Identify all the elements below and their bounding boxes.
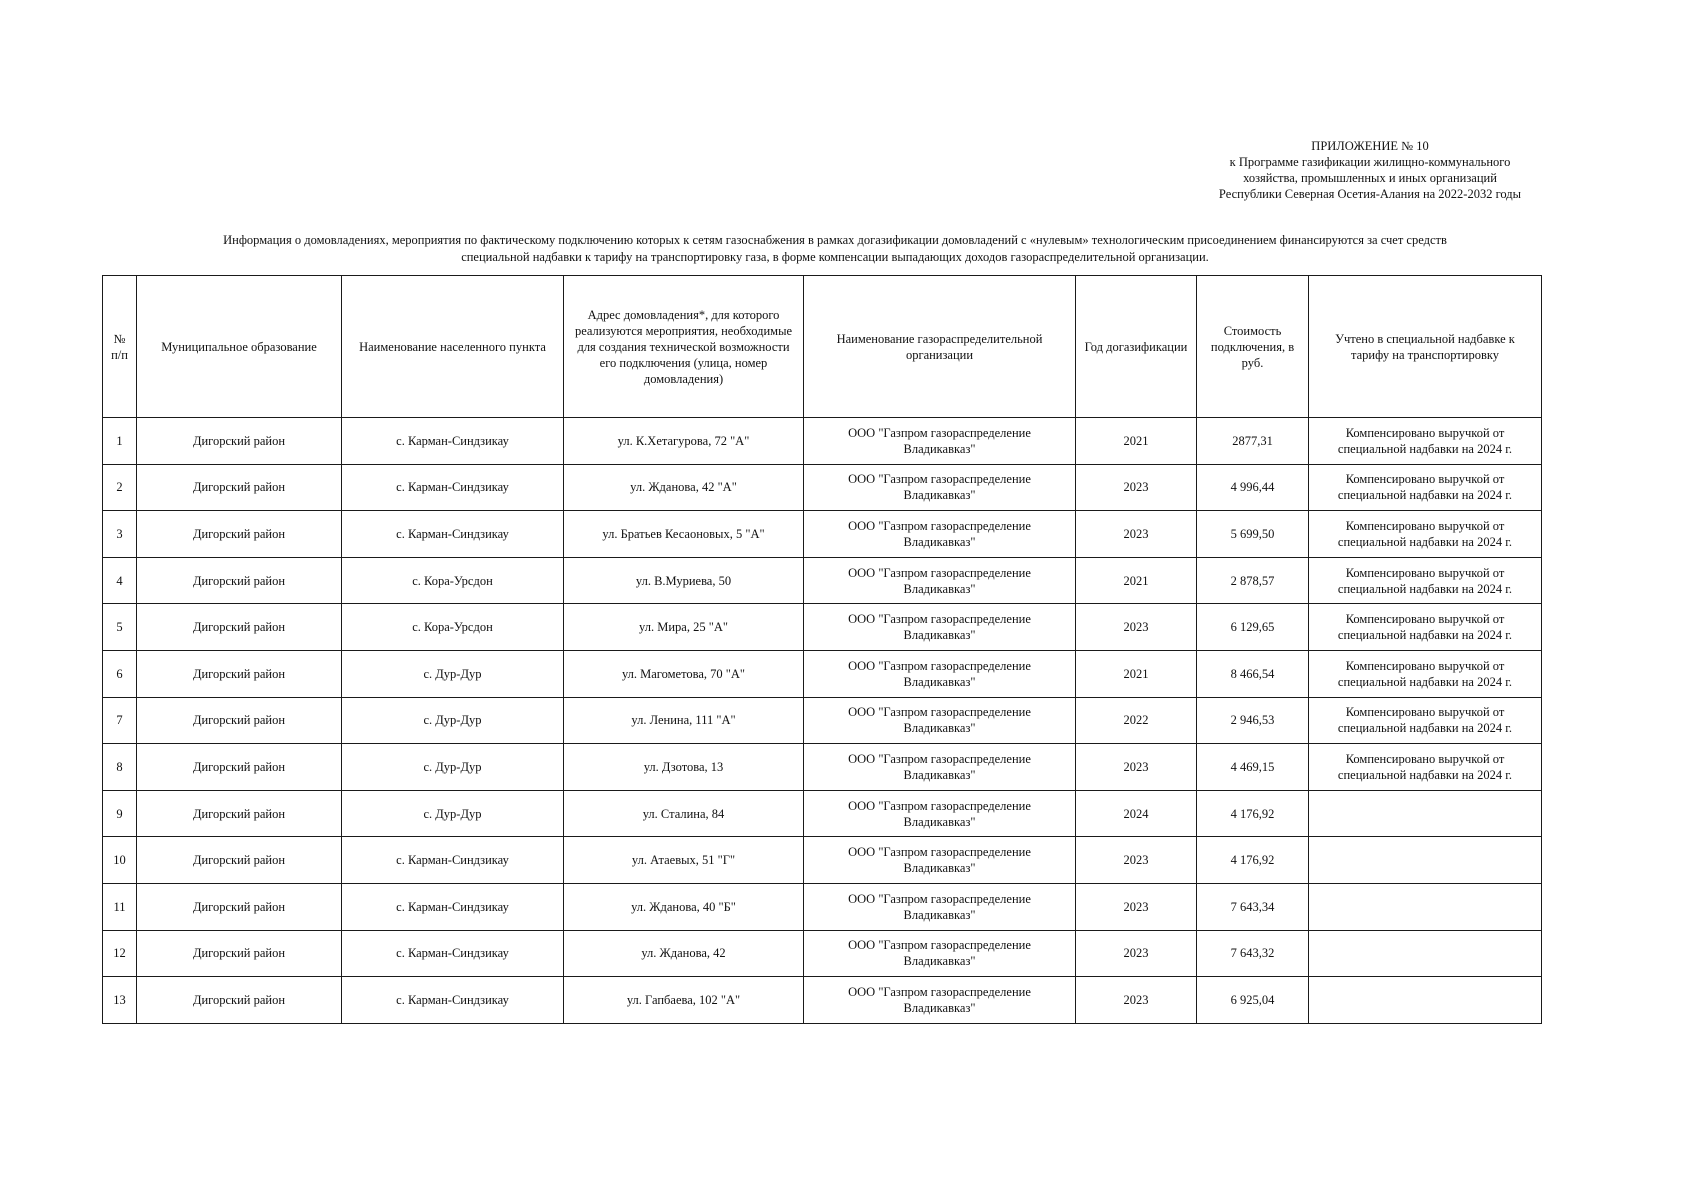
year-cell: 2023 <box>1076 511 1197 558</box>
settlement-cell: с. Дур-Дур <box>342 744 564 791</box>
organization-cell-line: ООО "Газпром газораспределение <box>848 984 1031 999</box>
table-row <box>103 744 1542 791</box>
organization-cell-line: Владикавказ" <box>903 907 976 922</box>
header-number: № п/п <box>103 276 137 418</box>
organization-cell-line: ООО "Газпром газораспределение <box>848 425 1031 440</box>
note-cell <box>1309 837 1542 884</box>
note-cell-line: Компенсировано выручкой от <box>1345 565 1505 580</box>
organization-cell <box>804 604 1076 651</box>
table-row <box>103 837 1542 884</box>
settlement-cell: с. Дур-Дур <box>342 650 564 697</box>
organization-cell-line: ООО "Газпром газораспределение <box>848 891 1031 906</box>
appendix-header <box>1160 138 1580 202</box>
document-title <box>120 232 1550 266</box>
municipality-cell: Дигорский район <box>137 418 342 465</box>
organization-cell <box>804 650 1076 697</box>
header-year: Год догазификации <box>1076 276 1197 418</box>
organization-cell-line: ООО "Газпром газораспределение <box>848 565 1031 580</box>
note-cell <box>1309 418 1542 465</box>
year-cell: 2024 <box>1076 790 1197 837</box>
note-cell-line: Компенсировано выручкой от <box>1345 751 1505 766</box>
appendix-line: Республики Северная Осетия-Алания на 2022-2032 годы <box>1218 187 1522 201</box>
address-cell: ул. К.Хетагурова, 72 "А" <box>564 418 804 465</box>
cost-cell: 5 699,50 <box>1197 511 1309 558</box>
organization-cell <box>804 697 1076 744</box>
year-cell: 2023 <box>1076 977 1197 1024</box>
cost-cell: 2 946,53 <box>1197 697 1309 744</box>
municipality-cell: Дигорский район <box>137 790 342 837</box>
note-cell <box>1309 650 1542 697</box>
note-cell <box>1309 930 1542 977</box>
row-number: 4 <box>103 557 137 604</box>
note-cell-line: специальной надбавки на 2024 г. <box>1337 581 1513 596</box>
note-cell-line: Компенсировано выручкой от <box>1345 612 1505 627</box>
row-number: 2 <box>103 464 137 511</box>
table-row <box>103 418 1542 465</box>
address-cell: ул. Ленина, 111 "А" <box>564 697 804 744</box>
row-number: 12 <box>103 930 137 977</box>
note-cell-line: специальной надбавки на 2024 г. <box>1337 488 1513 503</box>
organization-cell-line: ООО "Газпром газораспределение <box>848 751 1031 766</box>
table-row <box>103 883 1542 930</box>
year-cell: 2023 <box>1076 883 1197 930</box>
organization-cell-line: Владикавказ" <box>903 674 976 689</box>
note-cell-line: Компенсировано выручкой от <box>1345 658 1505 673</box>
table-row <box>103 930 1542 977</box>
municipality-cell: Дигорский район <box>137 837 342 884</box>
year-cell: 2021 <box>1076 557 1197 604</box>
year-cell: 2023 <box>1076 930 1197 977</box>
settlement-cell: с. Дур-Дур <box>342 697 564 744</box>
row-number: 3 <box>103 511 137 558</box>
title-line: Информация о домовладениях, мероприятия по фактическому подключению которых к сетям газоснабжения в рамках догазификации домовладений с «нулевым» технологическим присоединением финансируются за счет средств <box>223 233 1447 247</box>
note-cell <box>1309 790 1542 837</box>
header-note: Учтено в специальной надбавке к тарифу на транспортировку <box>1309 276 1542 418</box>
table-row <box>103 557 1542 604</box>
organization-cell <box>804 790 1076 837</box>
note-cell <box>1309 883 1542 930</box>
municipality-cell: Дигорский район <box>137 557 342 604</box>
organization-cell-line: ООО "Газпром газораспределение <box>848 612 1031 627</box>
settlement-cell: с. Дур-Дур <box>342 790 564 837</box>
organization-cell-line: Владикавказ" <box>903 767 976 782</box>
note-cell <box>1309 511 1542 558</box>
settlement-cell: с. Кора-Урсдон <box>342 557 564 604</box>
note-cell-line: специальной надбавки на 2024 г. <box>1337 721 1513 736</box>
settlement-cell: с. Карман-Синдзикау <box>342 511 564 558</box>
cost-cell: 7 643,32 <box>1197 930 1309 977</box>
settlement-cell: с. Карман-Синдзикау <box>342 464 564 511</box>
address-cell: ул. Братьев Кесаоновых, 5 "А" <box>564 511 804 558</box>
table-body <box>103 418 1542 1024</box>
municipality-cell: Дигорский район <box>137 744 342 791</box>
municipality-cell: Дигорский район <box>137 464 342 511</box>
cost-cell: 7 643,34 <box>1197 883 1309 930</box>
organization-cell-line: Владикавказ" <box>903 534 976 549</box>
address-cell: ул. Гапбаева, 102 "А" <box>564 977 804 1024</box>
address-cell: ул. Мира, 25 "А" <box>564 604 804 651</box>
organization-cell <box>804 557 1076 604</box>
address-cell: ул. Атаевых, 51 "Г" <box>564 837 804 884</box>
table-header-row <box>103 276 1542 418</box>
municipality-cell: Дигорский район <box>137 511 342 558</box>
municipality-cell: Дигорский район <box>137 604 342 651</box>
municipality-cell: Дигорский район <box>137 697 342 744</box>
organization-cell <box>804 418 1076 465</box>
organization-cell-line: Владикавказ" <box>903 581 976 596</box>
municipality-cell: Дигорский район <box>137 650 342 697</box>
organization-cell <box>804 977 1076 1024</box>
note-cell-line: специальной надбавки на 2024 г. <box>1337 674 1513 689</box>
table-row <box>103 604 1542 651</box>
households-table <box>102 275 1542 1024</box>
organization-cell-line: Владикавказ" <box>903 441 976 456</box>
table-row <box>103 511 1542 558</box>
table-row <box>103 697 1542 744</box>
table-row <box>103 464 1542 511</box>
row-number: 1 <box>103 418 137 465</box>
row-number: 9 <box>103 790 137 837</box>
note-cell-line: специальной надбавки на 2024 г. <box>1337 767 1513 782</box>
title-line: специальной надбавки к тарифу на транспортировку газа, в форме компенсации выпадающих доходов газораспределительной организации. <box>461 250 1209 264</box>
settlement-cell: с. Кора-Урсдон <box>342 604 564 651</box>
note-cell-line: специальной надбавки на 2024 г. <box>1337 441 1513 456</box>
settlement-cell: с. Карман-Синдзикау <box>342 883 564 930</box>
organization-cell-line: Владикавказ" <box>903 721 976 736</box>
organization-cell <box>804 464 1076 511</box>
address-cell: ул. Дзотова, 13 <box>564 744 804 791</box>
table-row <box>103 650 1542 697</box>
year-cell: 2021 <box>1076 418 1197 465</box>
appendix-line: к Программе газификации жилищно-коммунального <box>1229 155 1511 169</box>
note-cell <box>1309 464 1542 511</box>
organization-cell <box>804 511 1076 558</box>
organization-cell-line: Владикавказ" <box>903 814 976 829</box>
settlement-cell: с. Карман-Синдзикау <box>342 930 564 977</box>
address-cell: ул. В.Муриева, 50 <box>564 557 804 604</box>
row-number: 10 <box>103 837 137 884</box>
municipality-cell: Дигорский район <box>137 883 342 930</box>
organization-cell-line: ООО "Газпром газораспределение <box>848 472 1031 487</box>
table-row <box>103 977 1542 1024</box>
organization-cell-line: Владикавказ" <box>903 954 976 969</box>
year-cell: 2023 <box>1076 837 1197 884</box>
organization-cell <box>804 837 1076 884</box>
year-cell: 2021 <box>1076 650 1197 697</box>
organization-cell-line: ООО "Газпром газораспределение <box>848 658 1031 673</box>
header-address: Адрес домовладения*, для которого реализуются мероприятия, необходимые для создания технической возможности его подключения (улица, номер домовладения) <box>564 276 804 418</box>
organization-cell <box>804 883 1076 930</box>
note-cell <box>1309 604 1542 651</box>
organization-cell <box>804 744 1076 791</box>
note-cell-line: специальной надбавки на 2024 г. <box>1337 628 1513 643</box>
appendix-line: хозяйства, промышленных и иных организаций <box>1243 171 1497 185</box>
table-row <box>103 790 1542 837</box>
note-cell <box>1309 977 1542 1024</box>
year-cell: 2023 <box>1076 744 1197 791</box>
note-cell-line: специальной надбавки на 2024 г. <box>1337 534 1513 549</box>
settlement-cell: с. Карман-Синдзикау <box>342 977 564 1024</box>
note-cell <box>1309 557 1542 604</box>
organization-cell-line: Владикавказ" <box>903 628 976 643</box>
note-cell-line: Компенсировано выручкой от <box>1345 472 1505 487</box>
header-organization: Наименование газораспределительной организации <box>804 276 1076 418</box>
cost-cell: 4 176,92 <box>1197 790 1309 837</box>
header-cost: Стоимость подключения, в руб. <box>1197 276 1309 418</box>
year-cell: 2023 <box>1076 464 1197 511</box>
row-number: 8 <box>103 744 137 791</box>
municipality-cell: Дигорский район <box>137 930 342 977</box>
cost-cell: 4 469,15 <box>1197 744 1309 791</box>
organization-cell <box>804 930 1076 977</box>
cost-cell: 8 466,54 <box>1197 650 1309 697</box>
note-cell-line: Компенсировано выручкой от <box>1345 705 1505 720</box>
address-cell: ул. Сталина, 84 <box>564 790 804 837</box>
cost-cell: 6 129,65 <box>1197 604 1309 651</box>
note-cell-line: Компенсировано выручкой от <box>1345 518 1505 533</box>
organization-cell-line: ООО "Газпром газораспределение <box>848 518 1031 533</box>
cost-cell: 6 925,04 <box>1197 977 1309 1024</box>
note-cell <box>1309 697 1542 744</box>
organization-cell-line: Владикавказ" <box>903 1000 976 1015</box>
organization-cell-line: ООО "Газпром газораспределение <box>848 798 1031 813</box>
row-number: 6 <box>103 650 137 697</box>
note-cell <box>1309 744 1542 791</box>
cost-cell: 4 996,44 <box>1197 464 1309 511</box>
address-cell: ул. Жданова, 42 "А" <box>564 464 804 511</box>
year-cell: 2022 <box>1076 697 1197 744</box>
note-cell-line: Компенсировано выручкой от <box>1345 425 1505 440</box>
address-cell: ул. Магометова, 70 "А" <box>564 650 804 697</box>
organization-cell-line: ООО "Газпром газораспределение <box>848 845 1031 860</box>
cost-cell: 2877,31 <box>1197 418 1309 465</box>
organization-cell-line: Владикавказ" <box>903 861 976 876</box>
row-number: 11 <box>103 883 137 930</box>
row-number: 7 <box>103 697 137 744</box>
year-cell: 2023 <box>1076 604 1197 651</box>
cost-cell: 4 176,92 <box>1197 837 1309 884</box>
organization-cell-line: Владикавказ" <box>903 488 976 503</box>
organization-cell-line: ООО "Газпром газораспределение <box>848 705 1031 720</box>
row-number: 13 <box>103 977 137 1024</box>
header-municipality: Муниципальное образование <box>137 276 342 418</box>
municipality-cell: Дигорский район <box>137 977 342 1024</box>
address-cell: ул. Жданова, 42 <box>564 930 804 977</box>
organization-cell-line: ООО "Газпром газораспределение <box>848 938 1031 953</box>
row-number: 5 <box>103 604 137 651</box>
settlement-cell: с. Карман-Синдзикау <box>342 418 564 465</box>
cost-cell: 2 878,57 <box>1197 557 1309 604</box>
appendix-number: ПРИЛОЖЕНИЕ № 10 <box>1311 139 1429 153</box>
address-cell: ул. Жданова, 40 "Б" <box>564 883 804 930</box>
header-settlement: Наименование населенного пункта <box>342 276 564 418</box>
settlement-cell: с. Карман-Синдзикау <box>342 837 564 884</box>
